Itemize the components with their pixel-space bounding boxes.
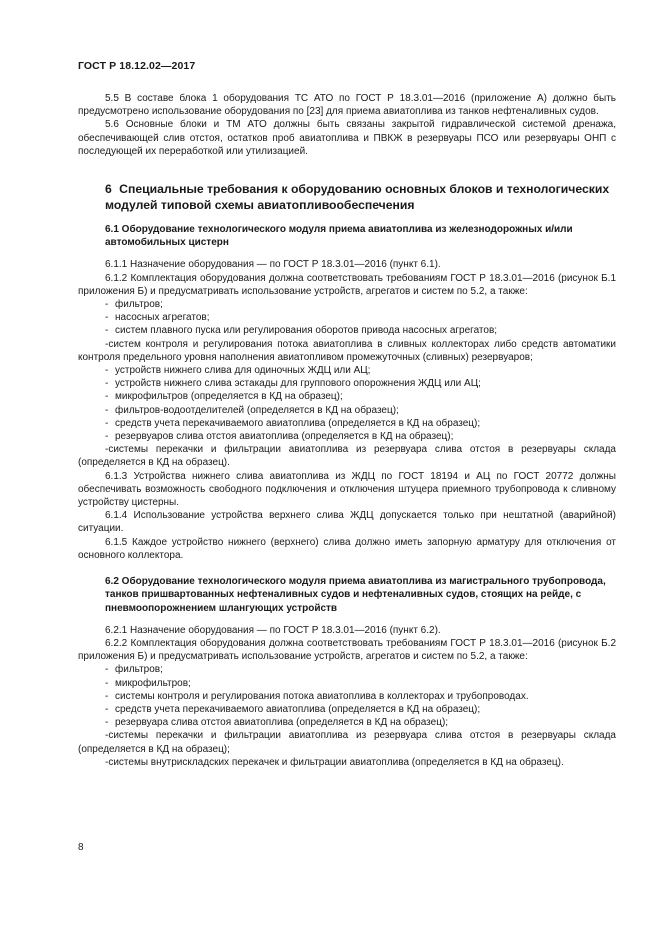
list-item: -системы перекачки и фильтрации авиатоплива из резервуара слива отстоя в резервуары склада (определяется в КД на образец). [78,444,616,469]
list-item: -системы внутрискладских перекачек и фильтрации авиатоплива (определяется в КД на образец). [105,756,564,768]
list-dash: - [105,417,109,429]
paragraph-5-5: 5.5 В составе блока 1 оборудования ТС АТО по ГОСТ Р 18.3.01—2016 (приложение А) должно быть предусмотрено использование оборудования по [23] для приема авиатоплива из танков нефтеналивных судов. [78,93,616,118]
list-dash: - [105,690,109,702]
paragraph-6-1-2: 6.1.2 Комплектация оборудования должна соответствовать требованиям ГОСТ Р 18.3.01—2016 (рисунок Б.1 приложения Б) и предусматривать использование устройств, агрегатов и систем по 5.2, а также: [78,272,616,297]
list-item: - средств учета перекачиваемого авиатоплива (определяется в КД на образец); [105,417,481,429]
list-dash: - [105,677,109,689]
list-item: - микрофильтров (определяется в КД на образец); [105,391,343,403]
list-item: - фильтров; [105,299,163,311]
list-dash: - [105,664,109,676]
list-item: - средств учета перекачиваемого авиатоплива (определяется в КД на образец); [105,703,481,715]
list-dash: - [105,444,109,456]
paragraph-6-1-1: 6.1.1 Назначение оборудования — по ГОСТ Р 18.3.01—2016 (пункт 6.1). [105,259,441,271]
list-dash: - [105,431,109,443]
list-item: - устройств нижнего слива для одиночных ЖДЦ или АЦ; [105,365,371,377]
list-item: - фильтров-водоотделителей (определяется в КД на образец); [105,404,399,416]
list-item: - систем плавного пуска или регулирования оборотов привода насосных агрегатов; [105,325,498,337]
list-item: - резервуаров слива отстоя авиатоплива (определяется в КД на образец); [105,431,454,443]
paragraph-6-2-1: 6.2.1 Назначение оборудования — по ГОСТ Р 18.3.01—2016 (пункт 6.2). [105,624,441,636]
list-dash: - [105,312,109,324]
list-item: - насосных агрегатов; [105,312,210,324]
paragraph-5-6: 5.6 Основные блоки и ТМ АТО должны быть связаны закрытой гидравлической системой дренажа, обеспечивающей слив отстоя, остатков проб авиатоплива и ПВКЖ в резервуары ПСО или резервуары ОНП с последующей их переработкой или утилизацией. [78,119,616,157]
paragraph-6-1-3: 6.1.3 Устройства нижнего слива авиатоплива из ЖДЦ по ГОСТ 18194 и АЦ по ГОСТ 20772 должны обеспечивать возможность свободного подключения и отключения штуцера приемного трубопровода к сливному устройству цистерны. [78,470,616,509]
list-dash: - [105,378,109,390]
list-item: - устройств нижнего слива эстакады для группового опорожнения ЖДЦ или АЦ; [105,378,481,390]
list-dash: - [105,338,109,350]
page-body [78,92,616,769]
page-number: 8 [78,842,84,853]
list-item: -систем контроля и регулирования потока авиатоплива в сливных коллекторах либо средств автоматики контроля предельного уровня наполнения авиатопливом промежуточных (сливных) резервуаров; [78,338,616,363]
section-6-heading [105,182,616,213]
list-dash: - [105,299,109,311]
list-dash: - [105,391,109,403]
subsection-6-1-heading: 6.1 Оборудование технологического модуля приема авиатоплива из железнодорожных и/или автомобильных цистерн [105,224,573,249]
list-dash: - [105,730,109,742]
list-dash: - [105,717,109,729]
list-dash: - [105,703,109,715]
running-header: ГОСТ Р 18.12.02—2017 [78,60,196,72]
paragraph-6-2-2: 6.2.2 Комплектация оборудования должна соответствовать требованиям ГОСТ Р 18.3.01—2016 (рисунок Б.2 приложения Б) и предусматривать использование устройств, агрегатов и систем по 5.2, а также: [78,637,616,663]
list-item: - фильтров; [105,664,163,676]
list-dash: - [105,756,109,768]
list-dash: - [105,365,109,377]
list-dash: - [105,325,109,337]
paragraph-6-1-5: 6.1.5 Каждое устройство нижнего (верхнего) слива должно иметь запорную арматуру для отключения от основного коллектора. [78,536,616,561]
list-dash: - [105,404,109,416]
section-6-number: 6 [105,182,112,197]
section-6-title: Специальные требования к оборудованию основных блоков и технологических модулей типовой схемы авиатопливообеспечения [105,182,610,212]
list-item: - системы контроля и регулирования потока авиатоплива в коллекторах и трубопроводах. [105,690,529,702]
list-item: - резервуара слива отстоя авиатоплива (определяется в КД на образец); [105,717,449,729]
list-item: -системы перекачки и фильтрации авиатоплива из резервуара слива отстоя в резервуары склада (определяется в КД на образец); [78,730,616,755]
paragraph-6-1-4: 6.1.4 Использование устройства верхнего слива ЖДЦ допускается только при нештатной (аварийной) ситуации. [78,510,616,535]
subsection-6-2-heading: 6.2 Оборудование технологического модуля приема авиатоплива из магистрального трубопровода, танков пришвартованных нефтеналивных судов и нефтеналивных судов, стоящих на рейде, с пневмоопорожнением шлангующих устройств [105,576,606,614]
list-item: - микрофильтров; [105,677,191,689]
